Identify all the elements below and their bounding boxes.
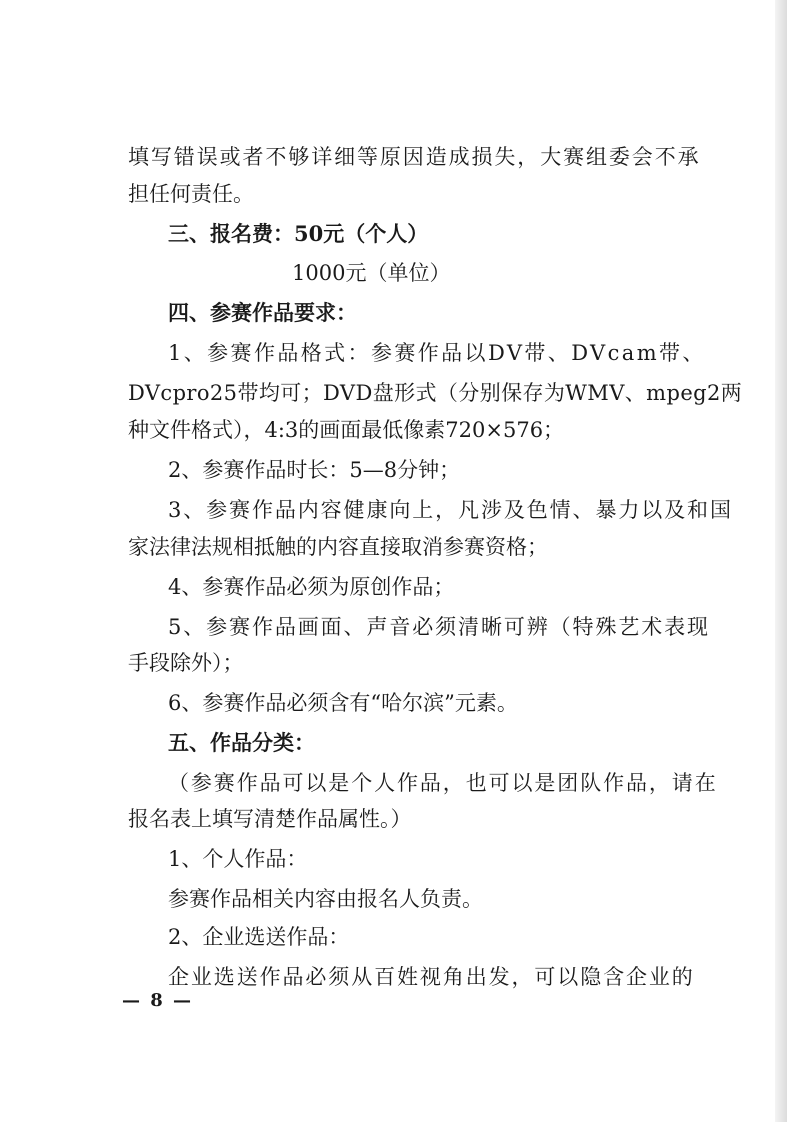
- paragraph-line: 4、参赛作品必须为原创作品；: [168, 575, 455, 599]
- paragraph-line: 3、参赛作品内容健康向上，凡涉及色情、暴力以及和国: [168, 498, 733, 522]
- paragraph-line: 6、参赛作品必须含有“哈尔滨”元素。: [168, 691, 518, 715]
- paragraph-line: 手段除外）；: [128, 651, 244, 675]
- paragraph-line: 1、个人作品：: [168, 847, 308, 871]
- section-heading-categories: 五、作品分类：: [168, 730, 315, 755]
- paragraph-line: 2、企业选送作品：: [168, 925, 350, 949]
- section-heading-fee: 三、报名费：50元（个人）: [168, 221, 429, 246]
- paragraph-line: （参赛作品可以是个人作品，也可以是团队作品，请在: [168, 771, 718, 795]
- paragraph-line: 家法律法规相抵触的内容直接取消参赛资格；: [128, 535, 548, 559]
- paragraph-line: 5、参赛作品画面、声音必须清晰可辨（特殊艺术表现: [168, 615, 710, 639]
- paragraph-line: DVcpro25带均可；DVD盘形式（分别保存为WMV、mpeg2两: [128, 381, 743, 405]
- paragraph-line: 种文件格式），4:3的画面最低像素720×576；: [128, 418, 565, 442]
- paragraph-line: 2、参赛作品时长：5—8分钟；: [168, 458, 461, 482]
- paragraph-line: 填写错误或者不够详细等原因造成损失，大赛组委会不承: [128, 145, 701, 169]
- paragraph-line: 报名表上填写清楚作品属性。）: [128, 807, 412, 831]
- paragraph-line: 企业选送作品必须从百姓视角出发，可以隐含企业的: [168, 965, 695, 989]
- section-heading-requirements: 四、参赛作品要求：: [168, 300, 357, 325]
- page-number: — 8 —: [122, 990, 194, 1011]
- paragraph-line: 1、参赛作品格式：参赛作品以DV带、DVcam带、: [168, 341, 706, 365]
- paragraph-line: 参赛作品相关内容由报名人负责。: [168, 887, 483, 911]
- fee-unit-line: 1000元（单位）: [292, 261, 451, 285]
- paragraph-line: 担任何责任。: [128, 182, 254, 206]
- page-edge-shadow: [775, 0, 787, 1122]
